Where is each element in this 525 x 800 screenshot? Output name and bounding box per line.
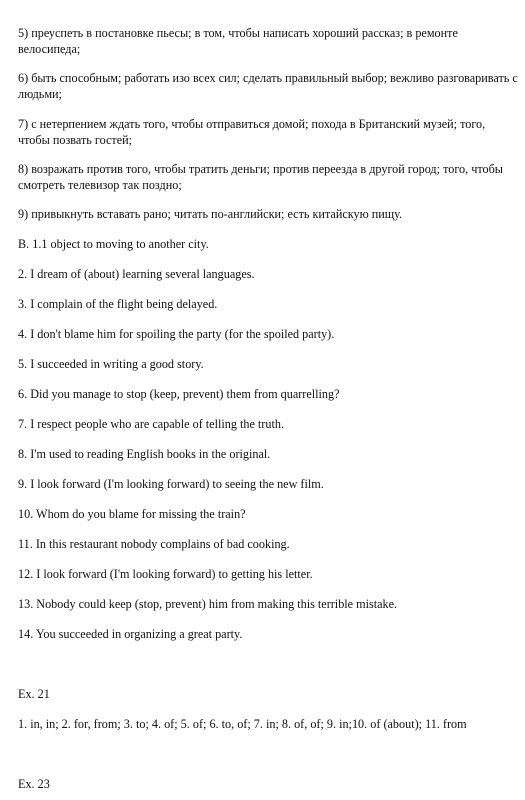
ex21-answers: 1. in, in; 2. for, from; 3. to; 4. of; 5. of; 6. to, of; 7. in; 8. of, of; 9. in;10. of (about); 11. from bbox=[18, 717, 467, 731]
en-item-9: 9. I look forward (I'm looking forward) to seeing the new film. bbox=[18, 477, 324, 491]
ru-item-5: 5) преуспеть в постановке пьесы; в том, чтобы написать хороший рассказ; в ремонте велосипеда; bbox=[18, 26, 458, 56]
en-item-12: 12. I look forward (I'm looking forward) to getting his letter. bbox=[18, 567, 313, 581]
en-item-2: 2. I dream of (about) learning several languages. bbox=[18, 267, 255, 281]
en-item-5: 5. I succeeded in writing a good story. bbox=[18, 357, 204, 371]
ex23-heading: Ex. 23 bbox=[18, 777, 50, 791]
en-item-7: 7. I respect people who are capable of telling the truth. bbox=[18, 417, 284, 431]
ru-item-7: 7) с нетерпением ждать того, чтобы отправиться домой; похода в Британский музей; того, чтобы позвать гостей; bbox=[18, 117, 486, 147]
ru-item-8: 8) возражать против того, чтобы тратить деньги; против переезда в другой город; того, чтобы смотреть телевизор так поздно; bbox=[18, 162, 503, 192]
en-item-14: 14. You succeeded in organizing a great party. bbox=[18, 627, 243, 641]
ex21-heading: Ex. 21 bbox=[18, 687, 50, 701]
en-item-1: B. 1.1 object to moving to another city. bbox=[18, 237, 209, 251]
en-item-10: 10. Whom do you blame for missing the train? bbox=[18, 507, 246, 521]
en-item-6: 6. Did you manage to stop (keep, prevent) them from quarrelling? bbox=[18, 387, 340, 401]
en-item-3: 3. I complain of the flight being delayed. bbox=[18, 297, 218, 311]
en-item-11: 11. In this restaurant nobody complains of bad cooking. bbox=[18, 537, 290, 551]
en-item-8: 8. I'm used to reading English books in the original. bbox=[18, 447, 271, 461]
en-item-13: 13. Nobody could keep (stop, prevent) him from making this terrible mistake. bbox=[18, 597, 398, 611]
ru-item-6: 6) быть способным; работать изо всех сил; сделать правильный выбор; вежливо разговаривать с людьми; bbox=[18, 71, 518, 101]
ru-item-9: 9) привыкнуть вставать рано; читать по-английски; есть китайскую пищу. bbox=[18, 207, 403, 221]
en-item-4: 4. I don't blame him for spoiling the party (for the spoiled party). bbox=[18, 327, 335, 341]
